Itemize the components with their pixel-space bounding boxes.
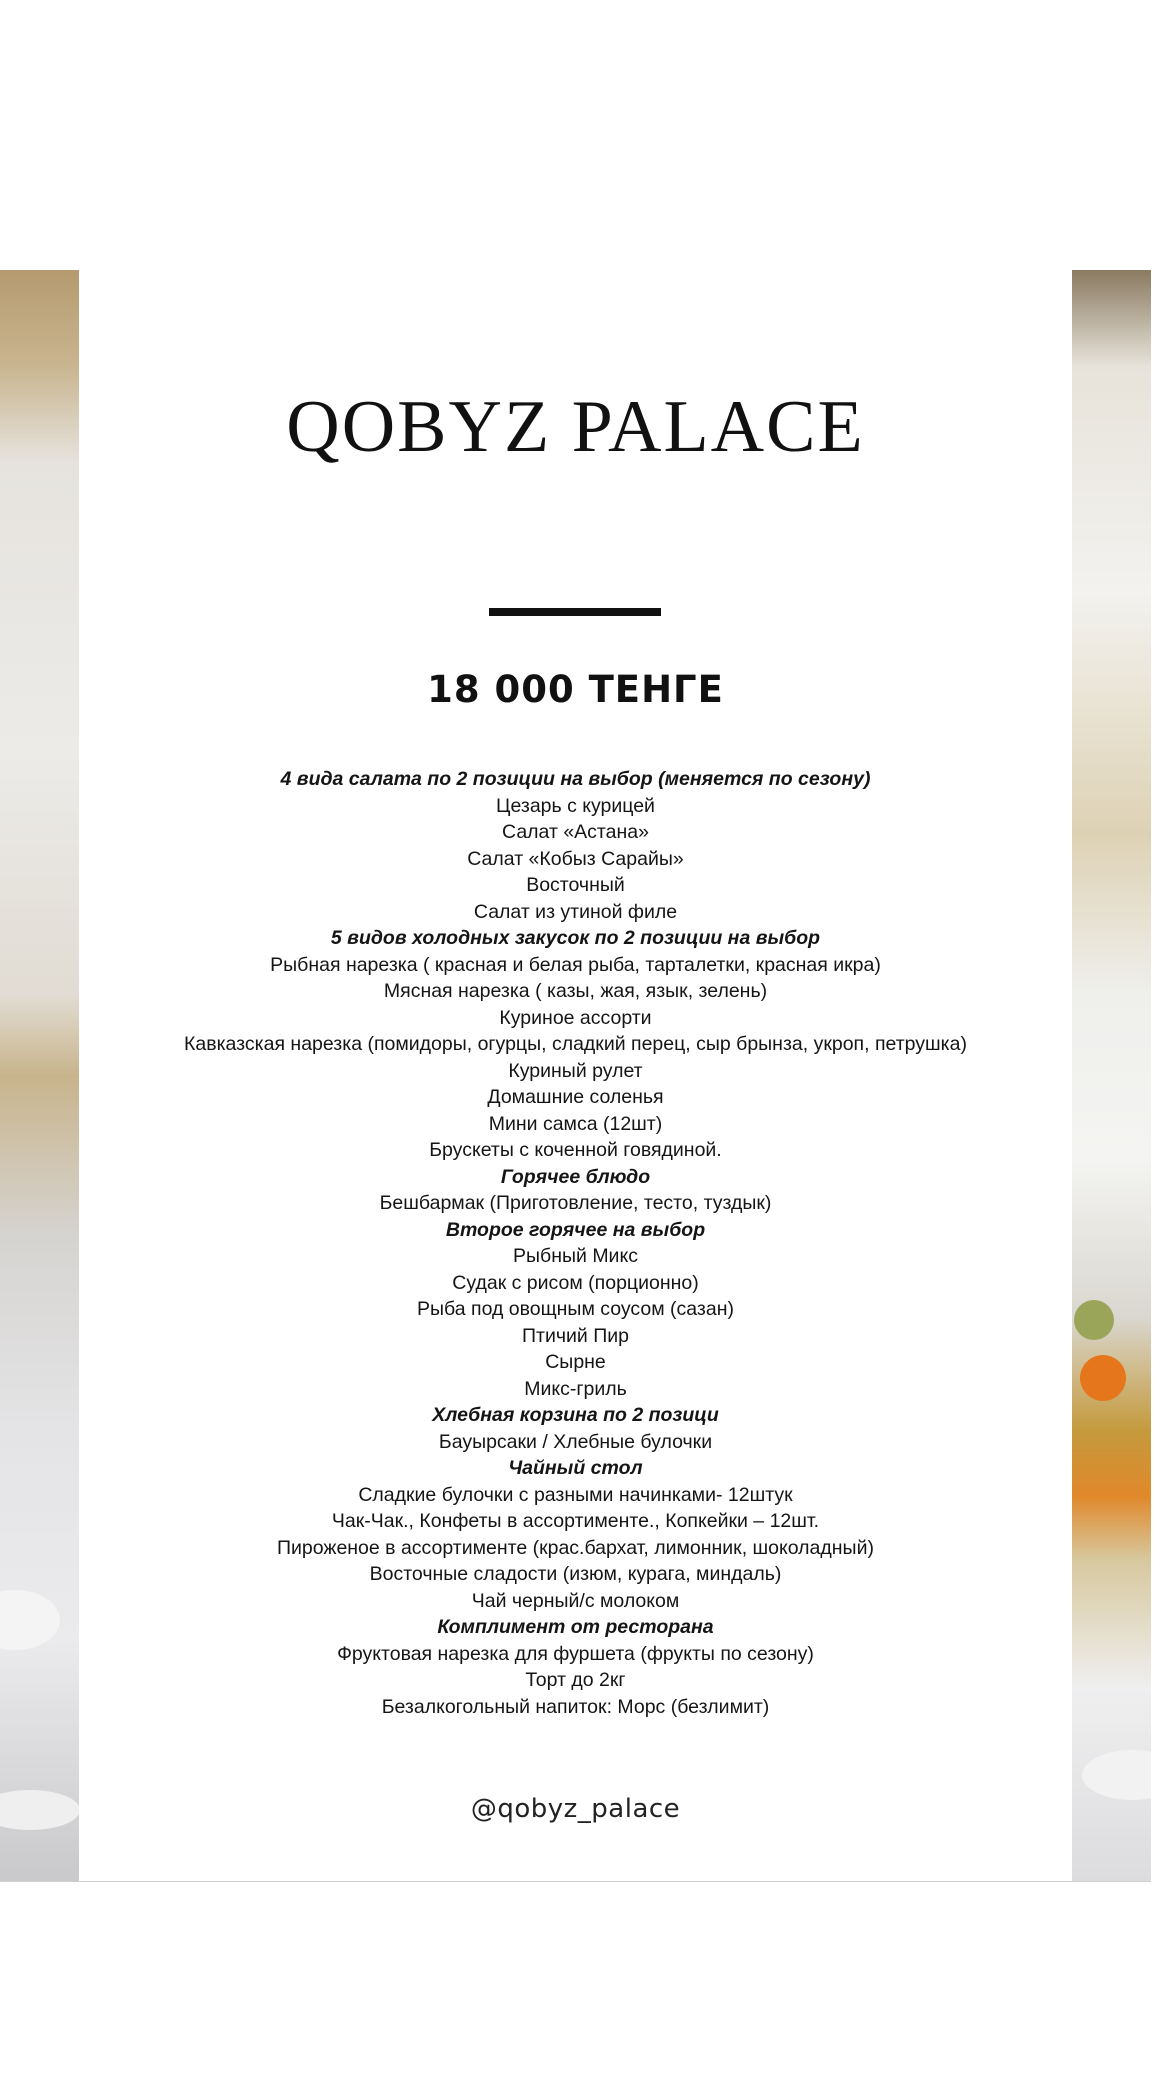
right-photo-strip: [1072, 270, 1151, 1882]
menu-section-heading: Горячее блюдо: [500, 1165, 651, 1188]
menu-item: Восточные сладости (изюм, курага, миндаль): [369, 1563, 782, 1585]
menu-section-heading: Хлебная корзина по 2 позици: [432, 1404, 719, 1426]
menu-item: Сырне: [545, 1351, 606, 1373]
left-decor-round: [0, 1590, 60, 1650]
menu-item: Рыба под овощным соусом (сазан): [417, 1298, 734, 1320]
menu-item: Микс-гриль: [524, 1377, 627, 1400]
bottom-divider: [0, 1881, 1151, 1882]
menu-item: Чай черный/с молоком: [471, 1589, 680, 1612]
menu-item: Рыбная нарезка ( красная и белая рыба, тарталетки, красная икра): [270, 953, 881, 976]
menu-item: Салат «Кобыз Сарайы»: [467, 847, 684, 870]
menu-item: Птичий Пир: [522, 1324, 629, 1347]
right-decor-fruit: [1080, 1355, 1126, 1401]
menu-section-heading: 5 видов холодных закусок по 2 позиции на выбор: [330, 927, 821, 949]
menu-item: Пироженое в ассортименте (крас.бархат, лимонник, шоколадный): [277, 1536, 874, 1559]
menu-item: Цезарь с курицей: [496, 794, 655, 817]
menu-item: Восточный: [526, 874, 625, 896]
menu-item: Салат из утиной филе: [473, 900, 678, 923]
title-divider: [489, 608, 661, 616]
menu-item: Бауырсаки / Хлебные булочки: [438, 1430, 713, 1453]
left-photo-strip: [0, 270, 79, 1882]
brand-title: QOBYZ PALACE: [286, 386, 865, 468]
menu-item: Домашние соленья: [487, 1086, 664, 1108]
right-decor-plate: [1082, 1750, 1151, 1800]
menu-item: Мясная нарезка ( казы, жая, язык, зелень): [383, 980, 768, 1002]
menu-section-heading: Комплимент от ресторана: [437, 1616, 714, 1638]
right-decor-grapes: [1074, 1300, 1114, 1340]
menu-section-heading: 4 вида салата по 2 позиции на выбор (меняется по сезону): [280, 768, 871, 790]
menu-item: Торт до 2кг: [525, 1669, 626, 1691]
menu-card: [79, 270, 1072, 1882]
menu-item: Бешбармак (Приготовление, тесто, туздык): [379, 1192, 772, 1214]
menu-item: Брускеты с коченной говядиной.: [429, 1139, 722, 1161]
menu-list: [79, 766, 1072, 1720]
menu-item: Мини самса (12шт): [488, 1112, 663, 1135]
menu-item: Салат «Астана»: [502, 821, 649, 843]
menu-section-heading: Второе горячее на выбор: [445, 1218, 706, 1241]
menu-section-heading: Чайный стол: [508, 1457, 643, 1479]
instagram-handle: @qobyz_palace: [470, 1794, 681, 1824]
menu-item: Судак с рисом (порционно): [452, 1271, 699, 1294]
menu-item: Фруктовая нарезка для фуршета (фрукты по сезону): [337, 1642, 814, 1665]
menu-item: Рыбный Микс: [513, 1245, 638, 1267]
menu-item: Безалкогольный напиток: Морс (безлимит): [381, 1695, 770, 1718]
price-heading: 18 000 ТЕНГЕ: [427, 668, 724, 711]
menu-item: Куриный рулет: [508, 1059, 643, 1082]
menu-item: Кавказская нарезка (помидоры, огурцы, сладкий перец, сыр брынза, укроп, петрушка): [184, 1033, 967, 1055]
menu-item: Чак-Чак., Конфеты в ассортименте., Копкейки – 12шт.: [331, 1510, 820, 1532]
menu-item: Сладкие булочки с разными начинками- 12штук: [358, 1483, 793, 1506]
left-decor-plate: [0, 1790, 79, 1830]
menu-item: Куриное ассорти: [499, 1006, 652, 1029]
